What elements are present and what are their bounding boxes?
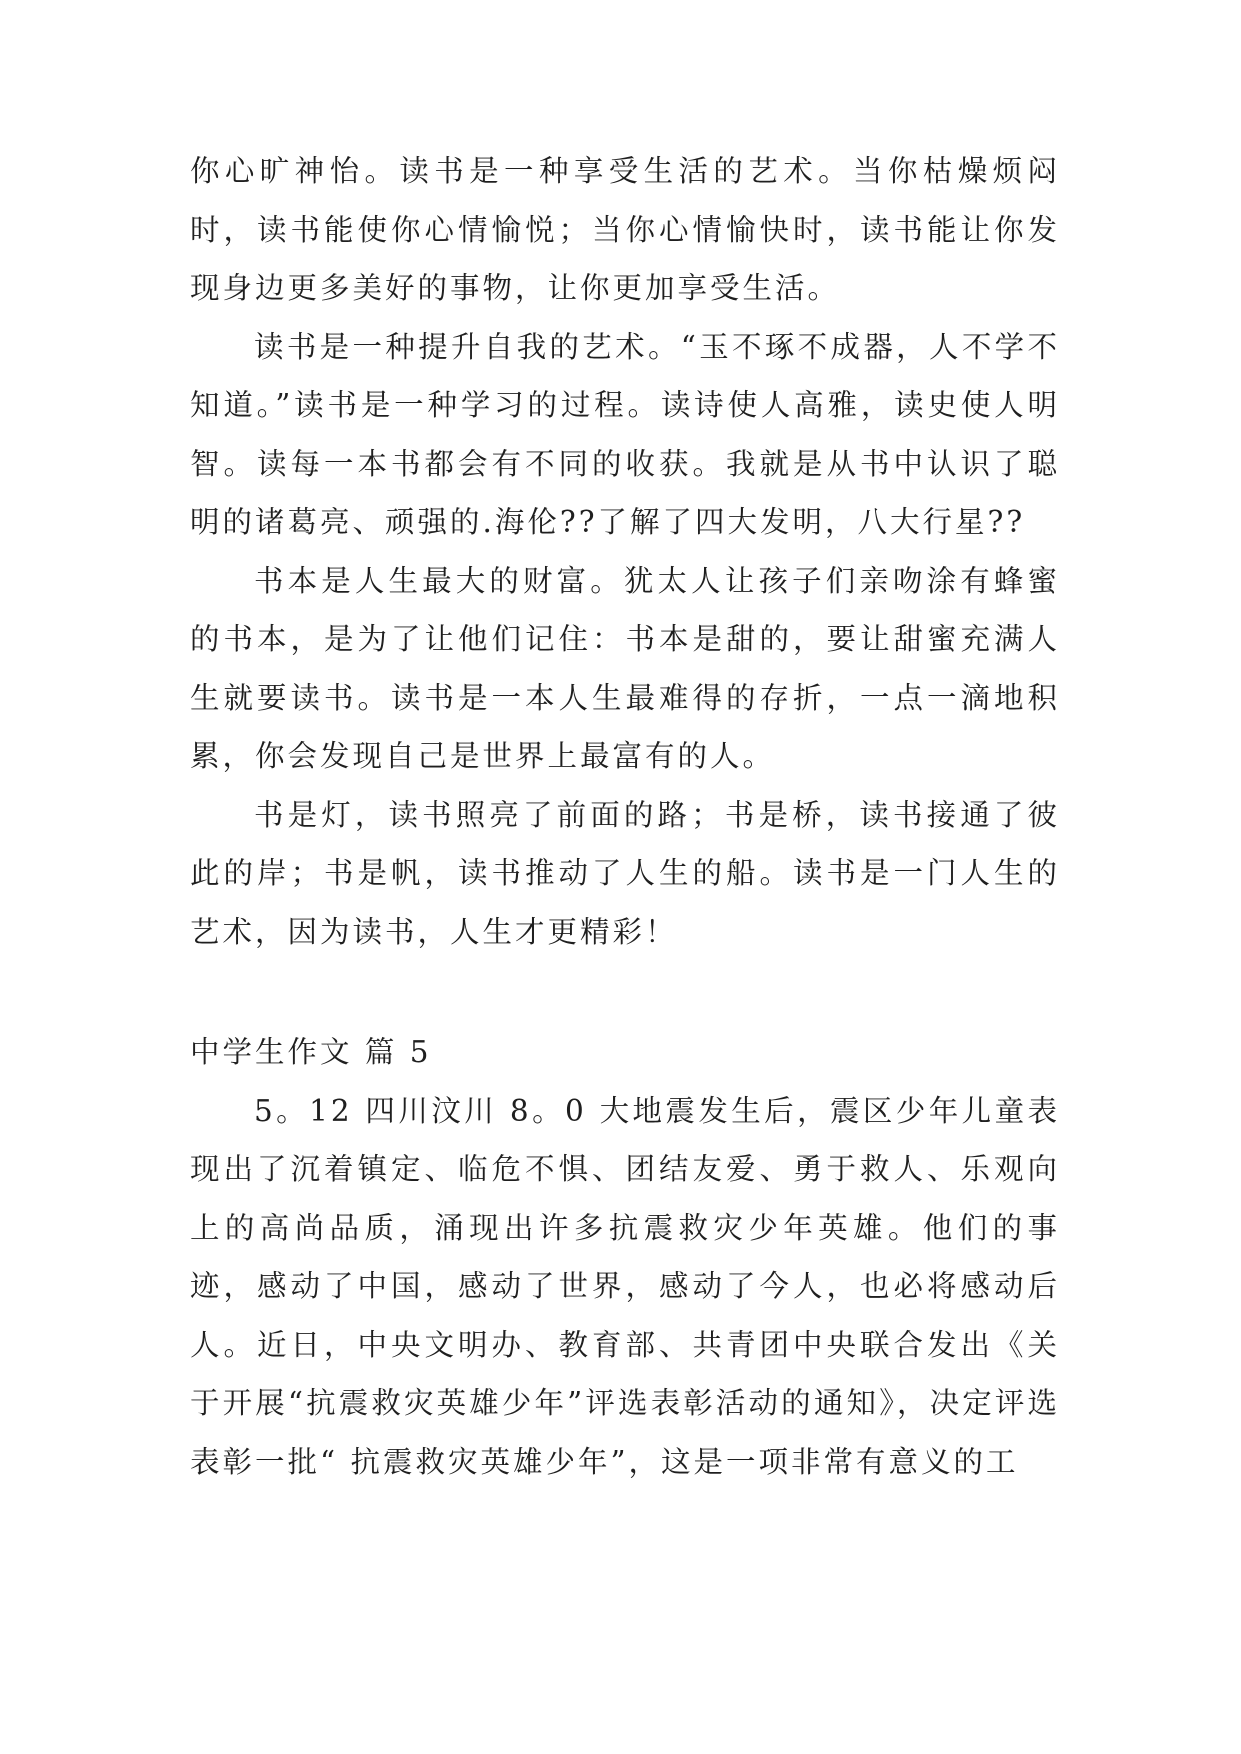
paragraph-continued: 你心旷神怡。读书是一种享受生活的艺术。当你枯燥烦闷时，读书能使你心情愉悦；当你心情愉快时，读书能让你发现身边更多美好的事物，让你更加享受生活。 <box>190 154 1060 305</box>
paragraph-earthquake: 5。12 四川汶川 8。0 大地震发生后，震区少年儿童表现出了沉着镇定、临危不惧、团结友爱、勇于救人、乐观向上的高尚品质，涌现出许多抗震救灾少年英雄。他们的事迹，感动了中国，感动了世界，感动了今人，也必将感动后人。近日，中央文明办、教育部、共青团中央联合发出《关于开展“抗震救灾英雄少年”评选表彰活动的通知》，决定评选表彰一批“ 抗震救灾英雄少年”，这是一项非常有意义的工 <box>190 1093 1060 1479</box>
paragraph-self-improvement: 读书是一种提升自我的艺术。“玉不琢不成器，人不学不知道。”读书是一种学习的过程。读诗使人高雅，读史使人明智。读每一本书都会有不同的收获。我就是从书中认识了聪明的诸葛亮、顽强的.海伦??了解了四大发明，八大行星?? <box>190 329 1060 539</box>
document-body <box>190 142 1060 1491</box>
paragraph-wealth: 书本是人生最大的财富。犹太人让孩子们亲吻涂有蜂蜜的书本，是为了让他们记住：书本是甜的，要让甜蜜充满人生就要读书。读书是一本人生最难得的存折，一点一滴地积累，你会发现自己是世界上最富有的人。 <box>190 563 1060 773</box>
paragraph-lamp-bridge-sail: 书是灯，读书照亮了前面的路；书是桥，读书接通了彼此的岸；书是帆，读书推动了人生的船。读书是一门人生的艺术，因为读书，人生才更精彩！ <box>190 797 1060 949</box>
section-heading: 中学生作文 篇 5 <box>190 1035 432 1069</box>
